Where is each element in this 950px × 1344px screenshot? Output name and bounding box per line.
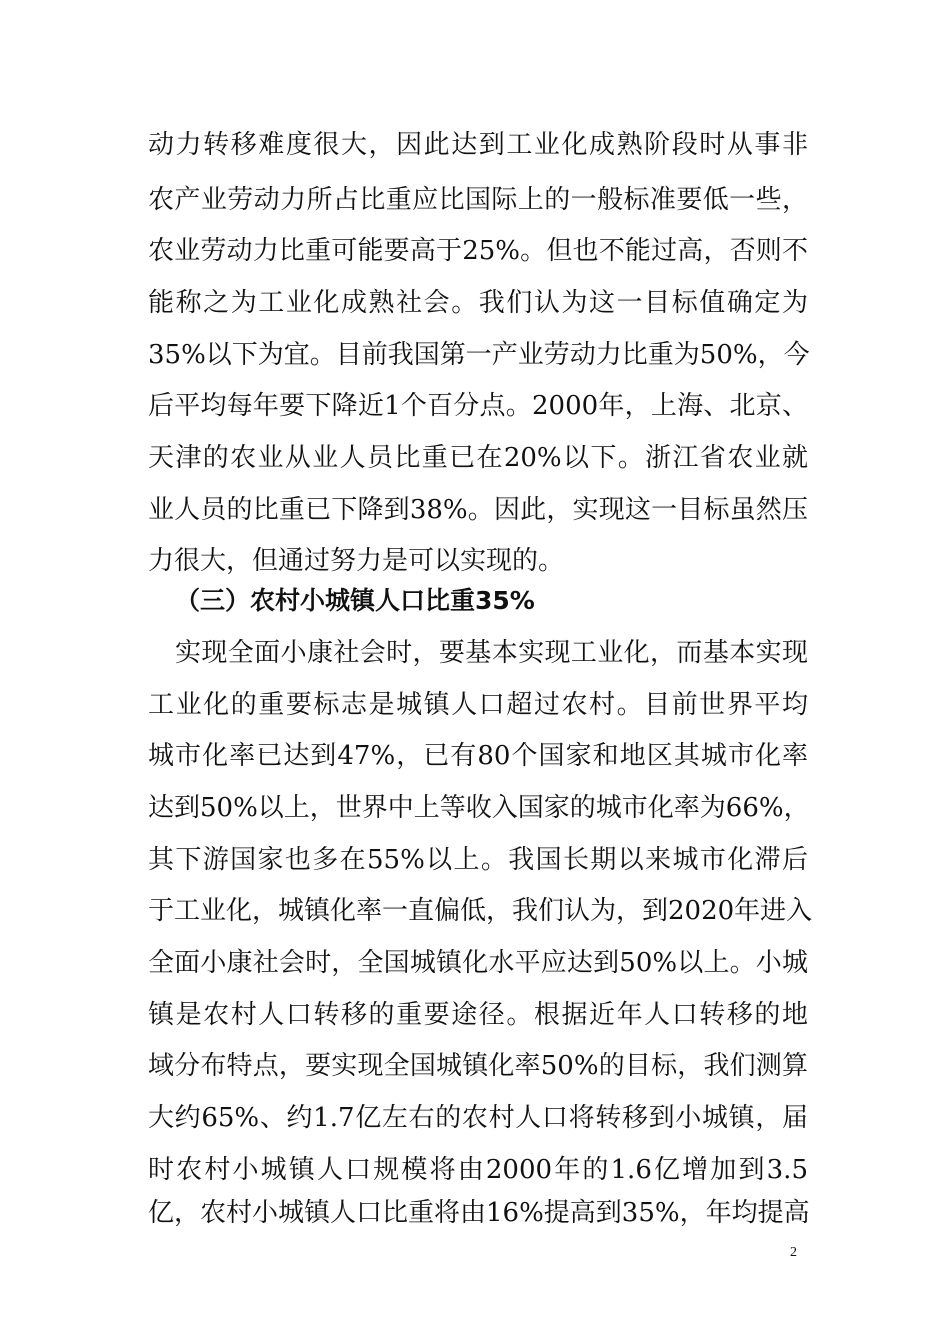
paragraph-line: 域分布特点，要实现全国城镇化率50%的目标，我们测算 <box>148 1051 808 1081</box>
paragraph-line: 实现全面小康社会时，要基本实现工业化，而基本实现 <box>175 638 808 668</box>
paragraph-line: 业人员的比重已下降到38%。因此，实现这一目标虽然压 <box>148 495 808 525</box>
paragraph-line: 能称之为工业化成熟社会。我们认为这一目标值确定为 <box>148 288 808 318</box>
paragraph-line: 天津的农业从业人员比重已在20%以下。浙江省农业就 <box>148 443 808 473</box>
section-heading: （三）农村小城镇人口比重35% <box>175 586 535 615</box>
paragraph-line: 全面小康社会时，全国城镇化水平应达到50%以上。小城 <box>148 948 808 978</box>
paragraph-line: 农产业劳动力所占比重应比国际上的一般标准要低一些， <box>148 185 808 215</box>
paragraph-line: 农业劳动力比重可能要高于25%。但也不能过高，否则不 <box>148 236 808 266</box>
paragraph-line: 35%以下为宜。目前我国第一产业劳动力比重为50%，今 <box>148 340 810 370</box>
paragraph-line: 工业化的重要标志是城镇人口超过农村。目前世界平均 <box>148 690 808 720</box>
paragraph-line: 时农村小城镇人口规模将由2000年的1.6亿增加到3.5 <box>148 1155 808 1185</box>
paragraph-line: 动力转移难度很大，因此达到工业化成熟阶段时从事非 <box>148 130 808 160</box>
paragraph-line: 亿，农村小城镇人口比重将由16%提高到35%，年均提高 <box>148 1198 810 1228</box>
paragraph-line: 力很大，但通过努力是可以实现的。 <box>148 546 565 576</box>
paragraph-line: 其下游国家也多在55%以上。我国长期以来城市化滞后 <box>148 845 808 875</box>
paragraph-line: 于工业化，城镇化率一直偏低，我们认为，到2020年进入 <box>148 896 813 926</box>
paragraph-line: 达到50%以上，世界中上等收入国家的城市化率为66%， <box>148 793 810 823</box>
paragraph-line: 后平均每年要下降近1个百分点。2000年，上海、北京、 <box>148 391 808 421</box>
paragraph-line: 大约65%、约1.7亿左右的农村人口将转移到小城镇，届 <box>148 1103 808 1133</box>
paragraph-line: 城市化率已达到47%，已有80个国家和地区其城市化率 <box>148 741 808 771</box>
page-number: 2 <box>790 1245 797 1260</box>
paragraph-line: 镇是农村人口转移的重要途径。根据近年人口转移的地 <box>148 1000 808 1030</box>
